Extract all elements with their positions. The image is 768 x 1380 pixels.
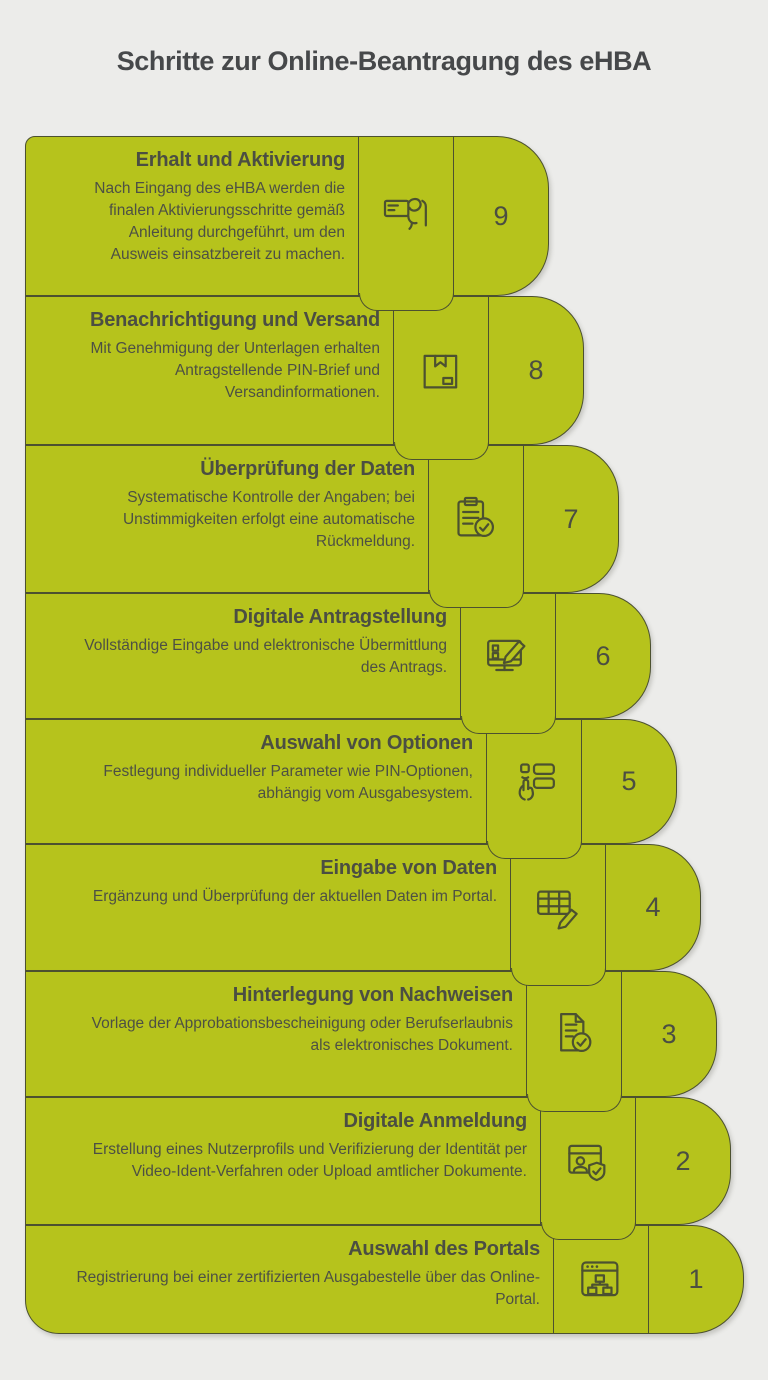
step-number: 2 xyxy=(675,1145,691,1176)
flow-connector xyxy=(541,1222,636,1240)
step-card-2 xyxy=(25,1097,731,1225)
step-title: Digitale Anmeldung xyxy=(343,1110,527,1132)
clipboard-check-icon xyxy=(448,491,504,547)
step-icon-cell xyxy=(358,137,453,295)
step-title: Benachrichtigung und Versand xyxy=(90,309,380,331)
step-title: Eingabe von Daten xyxy=(320,857,497,879)
step-number-cell xyxy=(635,1098,730,1224)
flow-connector xyxy=(461,716,556,734)
step-number: 3 xyxy=(661,1018,677,1049)
table-edit-icon xyxy=(530,880,586,936)
flow-connector xyxy=(511,968,606,986)
step-card-9 xyxy=(25,136,549,296)
step-number: 7 xyxy=(563,503,579,534)
step-description: Festlegung individueller Parameter wie PIN-Optionen, abhängig vom Ausgabesystem. xyxy=(103,763,473,802)
step-description: Ergänzung und Überprüfung der aktuellen Daten im Portal. xyxy=(92,888,497,905)
flow-connector xyxy=(429,590,524,608)
step-number-cell xyxy=(488,297,583,444)
step-title: Hinterlegung von Nachweisen xyxy=(232,984,513,1006)
page-title: Schritte zur Online-Beantragung des eHBA xyxy=(116,46,652,76)
step-title: Digitale Antragstellung xyxy=(233,606,447,628)
step-title: Erhalt und Aktivierung xyxy=(135,149,345,171)
step-number: 5 xyxy=(621,766,637,796)
step-number-cell xyxy=(605,845,700,970)
step-icon-cell xyxy=(510,845,605,970)
step-description: Registrierung bei einer zertifizierten Ausgabestelle über das Online-Portal. xyxy=(76,1269,540,1308)
step-number: 9 xyxy=(493,200,509,231)
document-check-icon xyxy=(546,1006,602,1062)
package-icon xyxy=(413,343,469,399)
flow-connector xyxy=(359,293,454,311)
flow-connector xyxy=(487,841,582,859)
step-card-3 xyxy=(25,971,717,1097)
step-description: Mit Genehmigung der Unterlagen erhalten Antragstellende PIN-Brief und Versandinformationen. xyxy=(90,340,380,401)
step-icon-cell xyxy=(540,1098,635,1224)
flow-connector xyxy=(394,442,489,460)
select-options-icon xyxy=(506,754,562,810)
step-icon-cell xyxy=(486,720,581,843)
step-text-cell xyxy=(26,137,358,295)
step-description: Vorlage der Approbationsbescheinigung oder Berufserlaubnis als elektronisches Dokument. xyxy=(91,1015,513,1054)
step-icon-cell xyxy=(460,594,555,718)
step-number: 4 xyxy=(645,892,661,922)
step-description: Systematische Kontrolle der Angaben; bei Unstimmigkeiten erfolgt eine automatische Rückmeldung. xyxy=(122,489,415,550)
step-number-cell xyxy=(581,720,676,843)
step-text-cell xyxy=(26,972,526,1096)
portal-sitemap-icon xyxy=(573,1252,629,1308)
step-text-cell xyxy=(26,1226,553,1333)
step-number-cell xyxy=(453,137,548,295)
step-card-7 xyxy=(25,445,619,593)
step-text-cell xyxy=(26,297,393,444)
step-description: Vollständige Eingabe und elektronische Übermittlung des Antrags. xyxy=(84,637,447,676)
step-text-cell xyxy=(26,594,460,718)
step-number-cell xyxy=(523,446,618,592)
step-title: Auswahl des Portals xyxy=(348,1238,540,1260)
step-icon-cell xyxy=(526,972,621,1096)
step-card-1 xyxy=(25,1225,744,1334)
step-text-cell xyxy=(26,720,486,843)
step-icon-cell xyxy=(393,297,488,444)
step-number: 6 xyxy=(595,640,611,671)
step-card-8 xyxy=(25,296,584,445)
hand-card-icon xyxy=(378,188,434,244)
step-icon-cell xyxy=(428,446,523,592)
step-description: Nach Eingang des eHBA werden die finalen Aktivierungsschritte gemäß Anleitung durchgeführt, um den Ausweis einsatzbereit zu machen. xyxy=(94,180,345,263)
profile-verify-icon xyxy=(560,1133,616,1189)
step-text-cell xyxy=(26,1098,540,1224)
flow-connector xyxy=(527,1094,622,1112)
step-title: Überprüfung der Daten xyxy=(200,458,415,480)
monitor-edit-icon xyxy=(480,628,536,684)
step-text-cell xyxy=(26,446,428,592)
step-number-cell xyxy=(621,972,716,1096)
step-number: 8 xyxy=(528,355,544,385)
step-card-6 xyxy=(25,593,651,719)
step-number: 1 xyxy=(688,1264,704,1294)
step-number-cell xyxy=(648,1226,743,1333)
step-description: Erstellung eines Nutzerprofils und Verifizierung der Identität per Video-Ident-Verfahren oder Upload amtlicher Dokumente. xyxy=(92,1141,527,1180)
step-card-4 xyxy=(25,844,701,971)
step-card-5 xyxy=(25,719,677,844)
step-text-cell xyxy=(26,845,510,970)
step-number-cell xyxy=(555,594,650,718)
step-title: Auswahl von Optionen xyxy=(260,732,473,754)
step-icon-cell xyxy=(553,1226,648,1333)
